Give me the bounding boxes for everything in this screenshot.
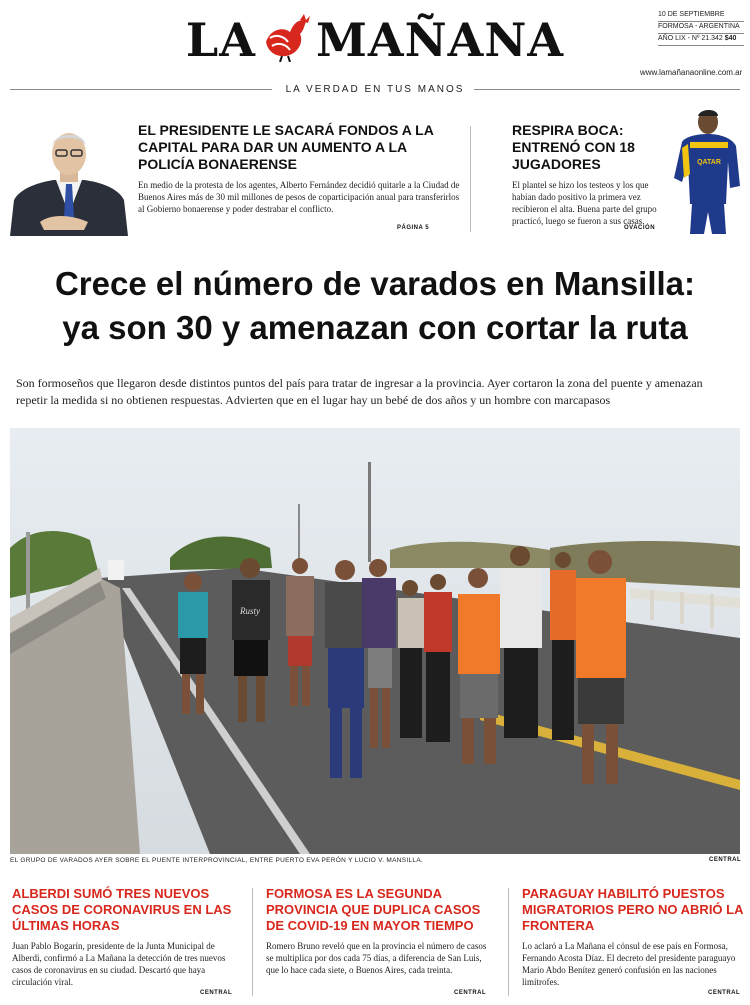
jersey-sponsor-text: QATAR — [697, 159, 721, 166]
story-president[interactable] — [138, 122, 460, 215]
bottom-divider-1 — [252, 888, 253, 996]
tagline: LA VERDAD EN TUS MANOS — [285, 84, 465, 95]
edition-box — [658, 10, 744, 46]
boca-player-photo — [672, 108, 742, 234]
tagline-rule-right — [474, 89, 740, 90]
main-dek: Son formoseños que llegaron desde distintos puntos del país para tratar de ingresar a la provincia. Ayer cortaron la zona del puente y amenazan repetir la medida si no obtienen respuestas. Advierten que en el lugar hay un bebé de dos años y un hombre con marcapasos — [16, 376, 703, 407]
story-alberdi-body: Juan Pablo Bogarín, presidente de la Junta Municipal de Alberdi, confirmó a La Mañana la detección de tres nuevos casos de coronavirus en su ciudad. Descartó que haya circulación viral. — [12, 941, 226, 987]
story-paraguay-headline: PARAGUAY HABILITÓ PUESTOS MIGRATORIOS PERO NO ABRIÓ LA FRONTERA — [522, 886, 744, 933]
story-paraguay-ref: CENTRAL — [708, 990, 741, 996]
masthead — [0, 0, 750, 100]
edition-price: $40 — [724, 35, 737, 42]
story-president-page-ref: PÁGINA 5 — [397, 225, 430, 231]
story-alberdi-headline: ALBERDI SUMÓ TRES NUEVOS CASOS DE CORONAVIRUS EN LAS ÚLTIMAS HORAS — [12, 886, 232, 933]
story-alberdi[interactable] — [12, 886, 237, 988]
story-boca-body: El plantel se hizo los testeos y los que habían dado positivo la primera vez recibieron el alta. Buena parte del grupo practicó, luego se fueron a sus casas. — [512, 180, 657, 226]
president-photo — [10, 118, 128, 236]
story-boca-headline: RESPIRA BOCA: ENTRENÓ CON 18 JUGADORES — [512, 122, 635, 172]
story-president-body: En medio de la protesta de los agentes, Alberto Fernández decidió quitarle a la Ciudad de Buenos Aires más de 30 mil millones de pesos de coparticipación anual para transferirlos al Gobierno bonaerense y poder destrabar el conflicto. — [138, 180, 460, 214]
story-boca[interactable] — [512, 122, 672, 227]
main-headline-line-1: Crece el número de varados en Mansilla: — [54, 265, 696, 302]
story-paraguay[interactable] — [522, 886, 747, 988]
newspaper-logo — [0, 10, 750, 70]
story-alberdi-ref: CENTRAL — [200, 990, 233, 996]
logo-word-manana: MAÑANA — [315, 13, 565, 67]
bridge-group-photo — [10, 428, 740, 854]
story-formosa-covid-body: Romero Bruno reveló que en la provincia el número de casos se multiplica por dos cada 75 días, a diferencia de San Luis, que lo hace cada siete, o Buenos Aires, cada treinta. — [266, 941, 487, 975]
shirt-text: Rusty — [240, 606, 260, 616]
edition-date: 10 DE SEPTIEMBRE — [658, 10, 744, 22]
story-formosa-covid-headline: FORMOSA ES LA SEGUNDA PROVINCIA QUE DUPLICA CASOS DE COVID-19 EN MAYOR TIEMPO — [266, 886, 481, 933]
main-headline[interactable] — [0, 262, 750, 350]
story-paraguay-body: Lo aclaró a La Mañana el cónsul de ese país en Formosa, Fernando Acosta Díaz. El decreto del presidente paraguayo Mario Abdo Benítez generó confusión en las naciones limítrofes. — [522, 941, 736, 987]
website-link[interactable]: www.lamañanaonline.com.ar — [640, 68, 743, 77]
logo-word-la: LA — [185, 13, 256, 67]
story-president-headline: EL PRESIDENTE LE SACARÁ FONDOS A LA CAPITAL PARA DAR UN AUMENTO A LA POLICÍA BONAERENSE — [138, 122, 434, 172]
story-formosa-covid-ref: CENTRAL — [454, 990, 487, 996]
edition-issue: AÑO LIX - Nº 21.342 — [658, 35, 723, 42]
bottom-stories — [0, 884, 750, 1005]
edition-location: FORMOSA - ARGENTINA — [658, 22, 744, 34]
story-boca-section-ref: OVACIÓN — [624, 225, 656, 231]
main-headline-line-2: ya son 30 y amenazan con cortar la ruta — [62, 309, 688, 346]
bottom-divider-2 — [508, 888, 509, 996]
photo-caption: EL GRUPO DE VARADOS AYER SOBRE EL PUENTE INTERPROVINCIAL, ENTRE PUERTO EVA PERÓN Y LUCIO V. MANSILLA. — [10, 857, 424, 864]
rooster-icon — [260, 12, 312, 62]
story-formosa-covid[interactable] — [266, 886, 491, 976]
photo-caption-ref: CENTRAL — [709, 857, 742, 863]
top-stories — [0, 108, 750, 238]
column-divider — [470, 126, 471, 232]
